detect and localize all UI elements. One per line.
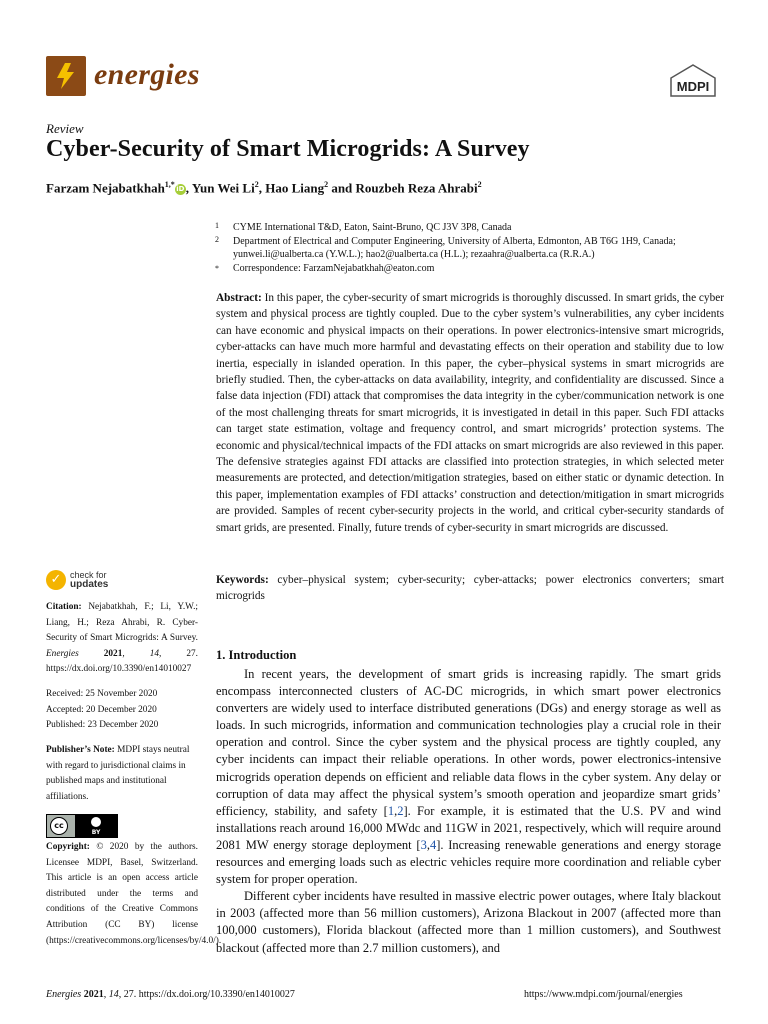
publisher-note-text: MDPI stays neutral with regard to jurisdictional claims in published maps and institutional affiliations.: [46, 745, 190, 802]
by-label: BY: [91, 829, 101, 836]
section-heading: 1. Introduction: [216, 648, 297, 662]
citation-separator: ,: [394, 803, 398, 818]
footer-year: 2021: [83, 989, 104, 1000]
lightning-icon: [51, 61, 81, 91]
citation-label: Citation:: [46, 602, 82, 612]
abstract: [216, 290, 724, 536]
author-affiliation-mark: 2: [477, 180, 482, 189]
author-name[interactable]: Farzam Nejabatkhah: [46, 180, 165, 196]
publisher-note: [46, 743, 198, 805]
keywords: [216, 572, 724, 605]
affiliation-text[interactable]: yunwei.li@ualberta.ca (Y.W.L.); hao2@ualberta.ca (H.L.); rezaahra@ualberta.ca (R.R.A.): [233, 249, 595, 260]
journal-logo: [46, 56, 86, 96]
check-for-updates-button[interactable]: [46, 570, 136, 592]
published-date: Published: 23 December 2020: [46, 720, 159, 731]
copyright-label: Copyright:: [46, 842, 90, 852]
author-name[interactable]: Yun Wei Li: [191, 180, 255, 196]
footer-volume: 14: [108, 989, 119, 1000]
copyright-text: © 2020 by the authors. Licensee MDPI, Basel, Switzerland. This article is an open access article distributed under the terms and conditions of the Creative Commons Attribution (CC BY) license (https://creativecommons.org/licenses/by/4.0/).: [46, 842, 222, 946]
article-type: Review: [46, 121, 84, 136]
citation-journal: Energies: [46, 648, 79, 659]
check-line1: check for: [70, 570, 107, 580]
citation-doi-link[interactable]: https://dx.doi.org/10.3390/en14010027: [46, 664, 192, 675]
author-separator: ,: [185, 180, 192, 196]
author-affiliation-mark: 2: [254, 180, 259, 189]
attribution-icon: [75, 815, 117, 837]
check-line2: updates: [70, 579, 109, 590]
paragraph-text: ]. For example, it is estimated that the U.S. PV and wind installations reach around 16,000 MWdc and 11GW in 2021, respectively, which will require around 2081 MW energy storage deployment [: [216, 803, 721, 852]
citation-separator: ,: [426, 837, 430, 852]
abstract-label: Abstract:: [216, 292, 262, 304]
footer-journal: Energies: [46, 989, 82, 1000]
citation-year: 2021: [103, 648, 123, 659]
received-date: Received: 25 November 2020: [46, 689, 158, 699]
affiliation-mark: 1: [215, 221, 219, 230]
citation-link[interactable]: 2: [397, 803, 404, 818]
abstract-text: In this paper, the cyber-security of smart microgrids is thoroughly discussed. In smart grids, the cyber system and physical process are tightly coupled. Due to the cyber system’s vulnerabilities, any cyber incidents can have economic and physical impacts on their operations. In power electronics-intensive smart microgrids, cyber-attacks can have much more harmful and devastating effects on their operation and stability due to low inertia, especially in islanded operation. In this paper, the cyber–physical systems in smart microgrids are briefly studied. Then, the cyber-attacks on data availability, integrity, and confidentiality are discussed. Since a false data injection (FDI) attack that compromises the data integrity in the cyber/communication network is one of the most challenging threats for smart microgrids, it is investigated in detail in this paper. Such FDI attacks can target state estimation, voltage and frequency control, and smart microgrids’ protection systems. The economic and physical/technical impacts of the FDI attacks on smart microgrids are also reviewed in this paper. The defensive strategies against FDI attacks are classified into protection strategies, in which selected meter measurements are protected, and detection/mitigation strategies, based on either static or dynamic detection. In this paper, implementation examples of FDI attacks’ construction and detection/mitigation in smart microgrids are provided. Samples of recent cyber-security projects in the world, and critical cyber-security standards of smart grids, are presented. Finally, future trends of cyber-security in smart microgrids are discussed.: [216, 292, 725, 534]
affiliation-mark: 2: [215, 235, 219, 244]
paragraph-text: Different cyber incidents have resulted in massive electric power outages, where Italy blackout in 2003 (affected more than 56 million customers), Arizona Blackout in 2007 (affected more than 100,000 customers), Florida blackout (affected more than 1 million customers), and Southwest blackout (affected more than 2.7 million customers), and: [216, 889, 721, 955]
paragraph-text: In recent years, the development of smart grids is increasing rapidly. The smart grids encompass interconnected clusters of AC-DC microgrids, in which smart power electronics converters are widely used to interface distributed generations (DGs) and energy storage as well as loads. In such microgrids, information and communication technologies play a crucial role in their operation and control. Since the cyber system and the physical process are tightly coupled, any cyber incidents can impact their reliable operations. In other words, power electronics-intensive microgrids operation depends on efficient and reliable data flows in the cyber system. Any delay or corruption of data may affect the physical system’s smooth operation and jeopardize smart grids’ efficiency, stability, and safety [: [216, 667, 721, 818]
citation-pages: , 27.: [159, 648, 198, 659]
author-name[interactable]: Hao Liang: [265, 180, 325, 196]
citation-volume: 14: [149, 648, 160, 659]
citation-link[interactable]: 4: [429, 837, 437, 852]
accepted-date: Accepted: 20 December 2020: [46, 704, 157, 715]
affiliation-text: CYME International T&D, Eaton, Saint-Bruno, QC J3V 3P8, Canada: [233, 222, 512, 233]
paragraph: [216, 666, 721, 888]
author-list: [46, 180, 482, 196]
keywords-label: Keywords:: [216, 574, 269, 586]
check-for-updates-label: [70, 571, 108, 589]
keywords-text: cyber–physical system; cyber-security; cyber-attacks; power electronics converters; smart microgrids: [216, 574, 725, 603]
cc-by-license-badge[interactable]: [46, 814, 118, 838]
citation-link[interactable]: 1: [387, 803, 395, 818]
checkmark-icon: ✓: [46, 570, 66, 590]
body-text: [216, 666, 721, 957]
footer-citation: Energies 2021, 14, 27. https://dx.doi.org/10.3390/en14010027: [46, 989, 295, 1000]
citation-authors: Nejabatkhah, F.; Li, Y.W.; Liang, H.; Reza Ahrabi, R. Cyber-Security of Smart Microgrids: A Survey.: [46, 602, 198, 644]
mdpi-logo[interactable]: [665, 64, 721, 98]
orcid-icon[interactable]: iD: [176, 185, 185, 194]
journal-name[interactable]: energies: [94, 58, 200, 91]
author-separator: and: [328, 180, 356, 196]
affiliation-text: Department of Electrical and Computer Engineering, University of Alberta, Edmonton, AB T6G 1H9, Canada;: [233, 236, 676, 247]
publisher-note-label: Publisher’s Note:: [46, 745, 115, 755]
author-affiliation-mark: 1,*: [164, 180, 175, 189]
citation-link[interactable]: 3: [420, 837, 427, 852]
footer-journal-url[interactable]: https://www.mdpi.com/journal/energies: [524, 989, 683, 1000]
author-separator: ,: [258, 180, 266, 196]
copyright-block: [46, 840, 222, 949]
paragraph: [216, 888, 721, 956]
affiliation-text[interactable]: Correspondence: FarzamNejabatkhah@eaton.com: [233, 263, 435, 274]
paragraph-text: ]. Increasing renewable generations and energy storage resources and emerging loads such as electric vehicles require more coordination and reliable cyber system for proper operation.: [216, 837, 721, 887]
creative-commons-icon: cc: [50, 817, 68, 835]
author-name[interactable]: Rouzbeh Reza Ahrabi: [355, 180, 478, 196]
mdpi-text: MDPI: [676, 79, 710, 94]
affiliation-mark: *: [215, 264, 219, 273]
author-affiliation-mark: 2: [324, 180, 329, 189]
footer-doi[interactable]: , 27. https://dx.doi.org/10.3390/en14010027: [118, 989, 295, 1000]
citation-block: Citation: Nejabatkhah, F.; Li, Y.W.; Liang, H.; Reza Ahrabi, R. Cyber-Security of Smart Microgrids: A Survey. Energies 2021, 14, 27. https://dx.doi.org/10.3390/en14010027: [46, 602, 198, 675]
dates-block: [46, 687, 198, 734]
article-title: Cyber-Security of Smart Microgrids: A Survey: [46, 136, 530, 162]
